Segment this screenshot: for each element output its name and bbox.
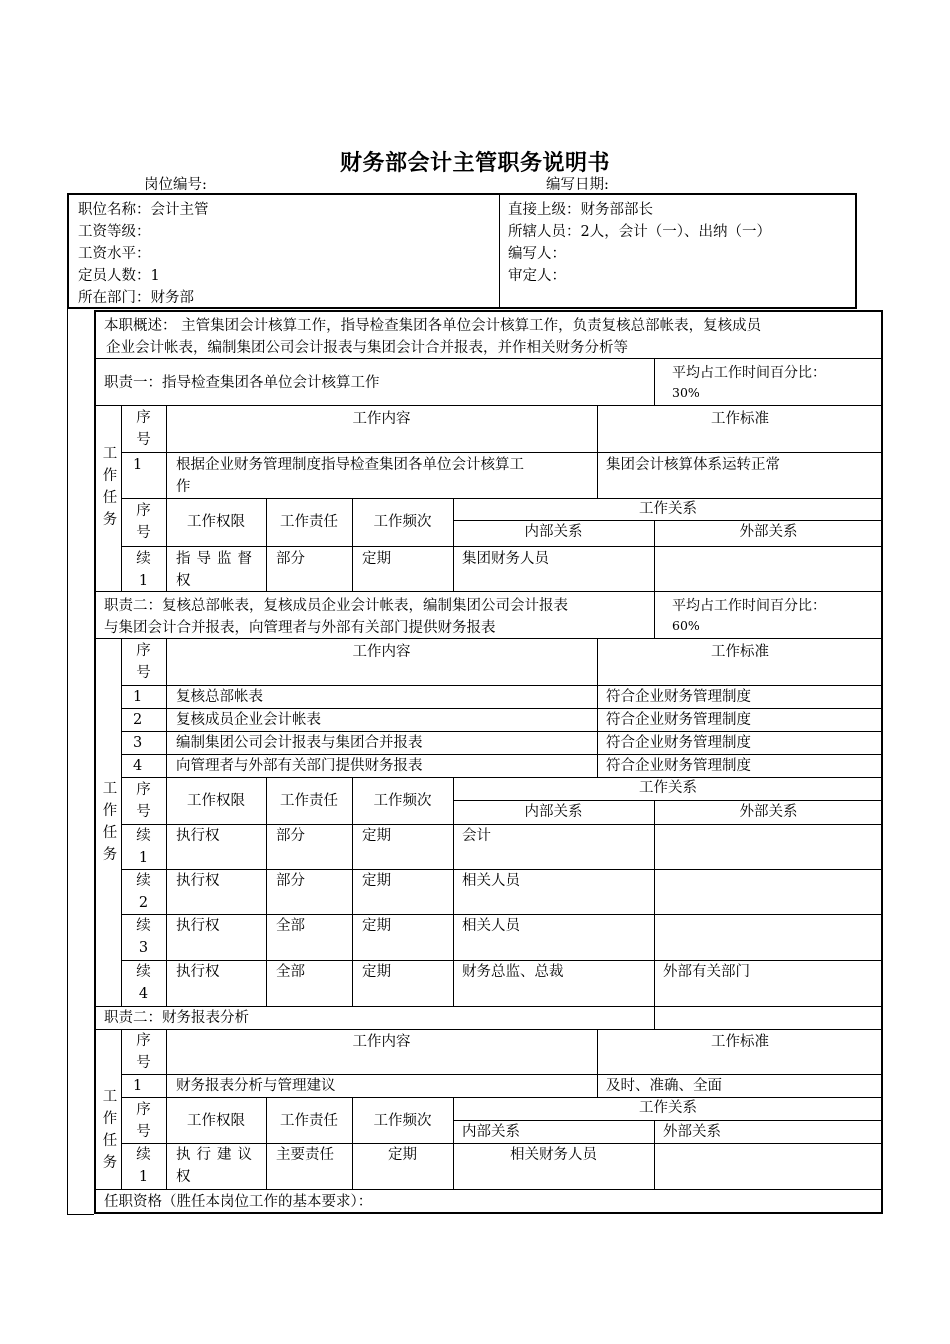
duty2-task-standard: 符合企业财务管理制度 [606, 758, 751, 774]
duty2-standard-header: 工作标准 [711, 644, 769, 660]
duty2-right-freq: 定期 [362, 873, 391, 889]
duty3-responsibility-header: 工作责任 [280, 1113, 338, 1129]
duty2-content-header: 工作内容 [352, 644, 411, 660]
duty3-internal-header: 内部关系 [462, 1124, 520, 1140]
duty2-right-internal: 财务总监、总裁 [462, 964, 564, 980]
duty3-right-auth-2: 权 [176, 1169, 191, 1185]
duty1-task-standard: 集团会计核算体系运转正常 [606, 457, 780, 473]
duty2-right-internal: 相关人员 [462, 873, 520, 889]
duty2-right-auth: 执行权 [176, 918, 220, 934]
duty2-task-standard: 符合企业财务管理制度 [606, 689, 751, 705]
department-field: 所在部门：财务部 [78, 290, 194, 306]
duty2-rights-seq-header: 序 号 [136, 782, 151, 820]
duty3-task-no: 1 [133, 1078, 143, 1094]
duty2-responsibility-header: 工作责任 [280, 793, 338, 809]
approver-field: 审定人： [508, 268, 566, 284]
duty3-seq-header: 序 号 [136, 1033, 151, 1071]
duty3-task-content: 财务报表分析与管理建议 [176, 1078, 336, 1094]
duty2-task-no: 4 [133, 758, 143, 774]
duty3-side-label: 工 作 任 务 [102, 1089, 118, 1171]
duty2-task-content: 复核总部帐表 [176, 689, 263, 705]
duty1-right-auth-1: 指导监督 [176, 551, 258, 567]
duty2-title-2: 与集团会计合并报表，向管理者与外部有关部门提供财务报表 [104, 620, 496, 636]
page-title: 财务部会计主管职务说明书 [339, 151, 610, 176]
duty2-internal-header: 内部关系 [524, 804, 583, 820]
duty1-right-no: 续 1 [136, 551, 151, 589]
duty2-right-resp: 部分 [276, 873, 305, 889]
duty1-rights-seq-header: 序 号 [136, 503, 151, 541]
duty2-authority-header: 工作权限 [187, 793, 245, 809]
duty2-task-standard: 符合企业财务管理制度 [606, 735, 751, 751]
position-code-label: 岗位编号: [144, 177, 207, 193]
duty3-right-auth-1: 执行建议 [176, 1147, 258, 1163]
duty1-right-internal: 集团财务人员 [462, 551, 549, 567]
duty2-relations-header: 工作关系 [639, 780, 697, 796]
duty2-right-no: 续 1 [136, 828, 151, 866]
duty3-relations-header: 工作关系 [639, 1100, 697, 1116]
duty2-right-auth: 执行权 [176, 873, 220, 889]
duty3-authority-header: 工作权限 [187, 1113, 245, 1129]
overview-line-1: 本职概述： 主管集团会计核算工作，指导检查集团各单位会计核算工作，负责复核总部帐表，复核成员 [104, 318, 762, 334]
duty2-right-resp: 全部 [276, 918, 305, 934]
duty2-task-standard: 符合企业财务管理制度 [606, 712, 751, 728]
duty1-side-label: 工 作 任 务 [102, 446, 118, 528]
qualification-label: 任职资格（胜任本岗位工作的基本要求）： [104, 1194, 373, 1210]
duty1-task-content-2: 作 [176, 479, 191, 495]
duty2-right-freq: 定期 [362, 964, 391, 980]
duty1-responsibility-header: 工作责任 [280, 514, 338, 530]
write-date-label: 编写日期: [546, 177, 609, 193]
duty1-pct-label: 平均占工作时间百分比： [672, 365, 826, 381]
overview-line-2: 企业会计帐表，编制集团公司会计报表与集团会计合并报表，并作相关财务分析等 [106, 340, 628, 356]
duty3-right-no: 续 1 [136, 1147, 151, 1185]
duty3-rights-seq-header: 序 号 [136, 1102, 151, 1140]
duty3-right-freq: 定期 [388, 1147, 417, 1163]
author-field: 编写人： [508, 246, 566, 262]
duty2-task-no: 1 [133, 689, 143, 705]
duty1-right-resp: 部分 [276, 551, 305, 567]
duty2-task-content: 编制集团公司会计报表与集团合并报表 [176, 735, 423, 751]
duty1-authority-header: 工作权限 [187, 514, 245, 530]
duty2-right-auth: 执行权 [176, 828, 220, 844]
duty2-right-no: 续 3 [136, 918, 151, 956]
basic-info-right [508, 199, 771, 287]
duty1-internal-header: 内部关系 [524, 524, 583, 540]
duty1-title: 职责一：指导检查集团各单位会计核算工作 [104, 375, 380, 391]
salary-level-field: 工资水平： [78, 246, 151, 262]
duty3-standard-header: 工作标准 [711, 1034, 769, 1050]
duty2-pct: 60% [672, 618, 700, 633]
duty2-right-no: 续 2 [136, 873, 151, 911]
duty3-content-header: 工作内容 [352, 1034, 411, 1050]
duty2-pct-label: 平均占工作时间百分比： [672, 598, 826, 614]
basic-info-box [67, 193, 857, 309]
duty1-standard-header: 工作标准 [711, 411, 769, 427]
duty2-task-content: 向管理者与外部有关部门提供财务报表 [176, 758, 423, 774]
duty2-right-auth: 执行权 [176, 964, 220, 980]
duty1-task-content-1: 根据企业财务管理制度指导检查集团各单位会计核算工 [176, 457, 524, 473]
duty2-external-header: 外部关系 [739, 804, 798, 820]
duty2-title-1: 职责二：复核总部帐表，复核成员企业会计帐表，编制集团公司会计报表 [104, 598, 568, 614]
duty1-seq-header: 序 号 [136, 410, 151, 448]
duty1-task-no: 1 [133, 457, 143, 473]
duty1-relations-header: 工作关系 [639, 501, 697, 517]
duty2-task-no: 2 [133, 712, 143, 728]
duty3-frequency-header: 工作频次 [373, 1113, 432, 1129]
duty2-side-label: 工 作 任 务 [102, 781, 118, 863]
duty2-seq-header: 序 号 [136, 643, 151, 681]
duty3-title: 职责二：财务报表分析 [104, 1010, 249, 1026]
duty3-task-standard: 及时、准确、全面 [606, 1078, 722, 1094]
duty2-right-external: 外部有关部门 [663, 964, 750, 980]
duty2-right-resp: 全部 [276, 964, 305, 980]
duty3-right-internal: 相关财务人员 [510, 1147, 597, 1163]
job-title-field: 职位名称：会计主管 [78, 202, 209, 218]
headcount-field: 定员人数：1 [78, 268, 160, 284]
duty1-right-freq: 定期 [362, 551, 391, 567]
duty2-right-freq: 定期 [362, 918, 391, 934]
duty2-right-no: 续 4 [136, 964, 151, 1002]
duty2-frequency-header: 工作频次 [373, 793, 432, 809]
duty-table [94, 310, 883, 1214]
duty1-content-header: 工作内容 [352, 411, 411, 427]
duty3-external-header: 外部关系 [663, 1124, 721, 1140]
duty1-external-header: 外部关系 [739, 524, 798, 540]
duty3-right-resp: 主要责任 [276, 1147, 334, 1163]
subordinates-field: 所辖人员：2人，会计（一）、出纳（一） [508, 224, 771, 240]
duty2-task-no: 3 [133, 735, 143, 751]
duty2-right-internal: 相关人员 [462, 918, 520, 934]
basic-info-left [78, 199, 209, 309]
supervisor-field: 直接上级：财务部部长 [508, 202, 653, 218]
duty2-right-freq: 定期 [362, 828, 391, 844]
duty2-right-internal: 会计 [462, 828, 491, 844]
duty2-task-content: 复核成员企业会计帐表 [176, 712, 321, 728]
salary-grade-field: 工资等级： [78, 224, 151, 240]
duty2-right-resp: 部分 [276, 828, 305, 844]
duty1-right-auth-2: 权 [176, 573, 191, 589]
duty1-frequency-header: 工作频次 [373, 514, 432, 530]
duty1-pct: 30% [672, 385, 700, 400]
